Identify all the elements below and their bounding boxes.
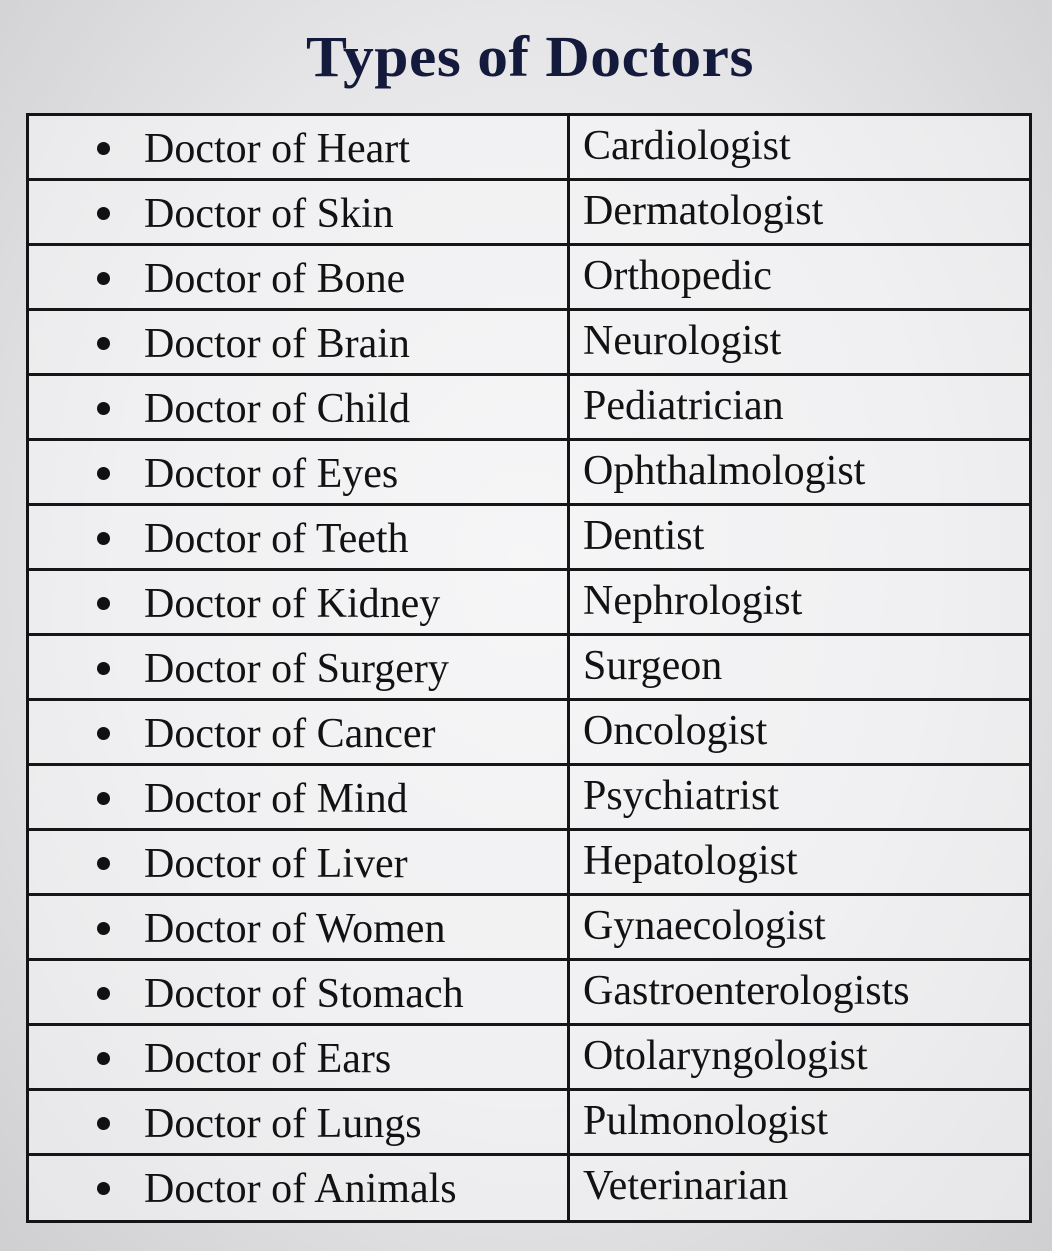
- table-row: [29, 701, 1029, 766]
- column-divider: [567, 636, 570, 698]
- doctor-label: Doctor of Stomach: [144, 971, 464, 1017]
- specialist-label: Surgeon: [583, 643, 723, 689]
- table-row: [29, 636, 1029, 701]
- doctor-cell: [29, 701, 567, 763]
- doctor-cell: [29, 896, 567, 958]
- table-row: [29, 1026, 1029, 1091]
- bullet-icon: [97, 597, 110, 610]
- column-divider: [567, 701, 570, 763]
- table-row: [29, 246, 1029, 311]
- bullet-icon: [97, 142, 110, 155]
- doctor-cell: [29, 116, 567, 178]
- bullet-icon: [97, 987, 110, 1000]
- column-divider: [567, 181, 570, 243]
- table-row: [29, 571, 1029, 636]
- table-row: [29, 1091, 1029, 1156]
- doctor-cell: [29, 1091, 567, 1153]
- bullet-icon: [97, 1052, 110, 1065]
- doctor-label: Doctor of Cancer: [144, 711, 436, 757]
- doctor-cell: [29, 636, 567, 698]
- doctor-label: Doctor of Surgery: [144, 646, 449, 692]
- doctor-cell: [29, 506, 567, 568]
- specialist-label: Oncologist: [583, 708, 768, 754]
- doctor-cell: [29, 441, 567, 503]
- column-divider: [567, 961, 570, 1023]
- doctor-cell: [29, 181, 567, 243]
- doctor-label: Doctor of Women: [144, 906, 446, 952]
- bullet-icon: [97, 727, 110, 740]
- specialist-label: Gastroenterologists: [583, 968, 910, 1014]
- column-divider: [567, 376, 570, 438]
- specialist-label: Neurologist: [583, 318, 782, 364]
- bullet-icon: [97, 922, 110, 935]
- table-row: [29, 441, 1029, 506]
- doctor-label: Doctor of Liver: [144, 841, 408, 887]
- table-row: [29, 1156, 1029, 1221]
- table-row: [29, 896, 1029, 961]
- bullet-icon: [97, 792, 110, 805]
- column-divider: [567, 246, 570, 308]
- table-row: [29, 116, 1029, 181]
- doctor-cell: [29, 571, 567, 633]
- table-row: [29, 506, 1029, 571]
- specialist-label: Orthopedic: [583, 253, 772, 299]
- doctor-cell: [29, 766, 567, 828]
- table-row: [29, 181, 1029, 246]
- column-divider: [567, 441, 570, 503]
- doctor-label: Doctor of Mind: [144, 776, 408, 822]
- doctor-label: Doctor of Animals: [144, 1166, 457, 1212]
- doctor-label: Doctor of Eyes: [144, 451, 399, 497]
- doctor-cell: [29, 1026, 567, 1088]
- bullet-icon: [97, 272, 110, 285]
- column-divider: [567, 896, 570, 958]
- column-divider: [567, 1156, 570, 1221]
- doctor-cell: [29, 246, 567, 308]
- bullet-icon: [97, 207, 110, 220]
- specialist-label: Veterinarian: [583, 1163, 789, 1209]
- column-divider: [567, 506, 570, 568]
- doctor-label: Doctor of Brain: [144, 321, 410, 367]
- bullet-icon: [97, 467, 110, 480]
- bullet-icon: [97, 1117, 110, 1130]
- doctor-label: Doctor of Skin: [144, 191, 394, 237]
- specialist-label: Pediatrician: [583, 383, 784, 429]
- specialist-label: Otolaryngologist: [583, 1033, 868, 1079]
- doctor-cell: [29, 831, 567, 893]
- specialist-label: Psychiatrist: [583, 773, 779, 819]
- specialist-label: Dermatologist: [583, 188, 824, 234]
- table-row: [29, 961, 1029, 1026]
- bullet-icon: [97, 857, 110, 870]
- doctor-cell: [29, 311, 567, 373]
- bullet-icon: [97, 532, 110, 545]
- column-divider: [567, 571, 570, 633]
- specialist-label: Pulmonologist: [583, 1098, 829, 1144]
- doctor-label: Doctor of Teeth: [144, 516, 409, 562]
- page-title: Types of Doctors: [306, 24, 754, 89]
- doctor-label: Doctor of Bone: [144, 256, 406, 302]
- doctor-label: Doctor of Ears: [144, 1036, 392, 1082]
- specialist-label: Gynaecologist: [583, 903, 826, 949]
- specialist-label: Nephrologist: [583, 578, 803, 624]
- specialist-label: Hepatologist: [583, 838, 798, 884]
- column-divider: [567, 311, 570, 373]
- bullet-icon: [97, 1182, 110, 1195]
- bullet-icon: [97, 337, 110, 350]
- specialist-label: Dentist: [583, 513, 705, 559]
- column-divider: [567, 116, 570, 178]
- specialist-label: Ophthalmologist: [583, 448, 866, 494]
- doctor-label: Doctor of Child: [144, 386, 410, 432]
- column-divider: [567, 1026, 570, 1088]
- doctor-types-table: [26, 113, 1032, 1223]
- specialist-label: Cardiologist: [583, 123, 791, 169]
- bullet-icon: [97, 402, 110, 415]
- column-divider: [567, 831, 570, 893]
- table-row: [29, 376, 1029, 441]
- doctor-label: Doctor of Lungs: [144, 1101, 422, 1147]
- column-divider: [567, 1091, 570, 1153]
- table-row: [29, 766, 1029, 831]
- table-row: [29, 311, 1029, 376]
- column-divider: [567, 766, 570, 828]
- doctor-cell: [29, 961, 567, 1023]
- doctor-cell: [29, 376, 567, 438]
- table-row: [29, 831, 1029, 896]
- bullet-icon: [97, 662, 110, 675]
- doctor-cell: [29, 1156, 567, 1221]
- doctor-label: Doctor of Heart: [144, 126, 410, 172]
- doctor-label: Doctor of Kidney: [144, 581, 441, 627]
